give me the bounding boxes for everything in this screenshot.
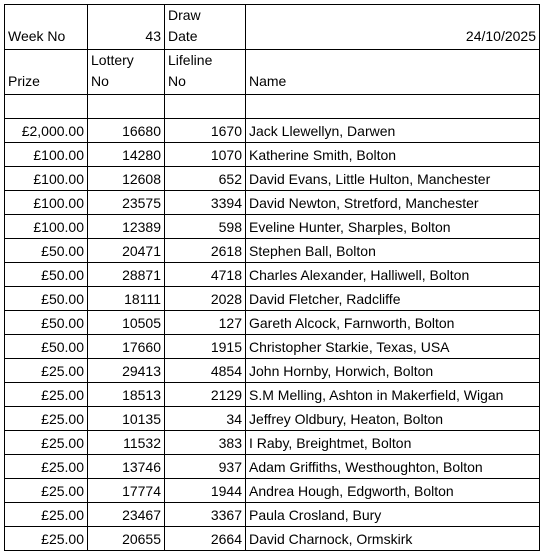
winner-name-cell[interactable]: Stephen Ball, Bolton: [246, 239, 540, 263]
winner-name-cell[interactable]: Katherine Smith, Bolton: [246, 143, 540, 167]
prize-cell[interactable]: £25.00: [5, 455, 88, 479]
lifeline-number-cell[interactable]: 3394: [165, 191, 246, 215]
lifeline-number-cell[interactable]: 1670: [165, 119, 246, 143]
lifeline-number-cell[interactable]: 2129: [165, 383, 246, 407]
table-row: [5, 479, 540, 503]
lifeline-number-cell[interactable]: 2028: [165, 287, 246, 311]
lifeline-header-line1: Lifeline: [168, 52, 213, 68]
lottery-header-line2: No: [91, 73, 109, 89]
lottery-number-cell[interactable]: 18111: [88, 287, 165, 311]
table-row: [5, 527, 540, 551]
week-header-row: [5, 5, 540, 50]
lifeline-number-cell[interactable]: 2664: [165, 527, 246, 551]
table-row: [5, 455, 540, 479]
blank-cell[interactable]: [246, 95, 540, 119]
prize-header-cell[interactable]: [5, 50, 88, 95]
winner-name-cell[interactable]: S.M Melling, Ashton in Makerfield, Wigan: [246, 383, 540, 407]
table-row: [5, 431, 540, 455]
table-row: [5, 239, 540, 263]
winner-name-cell[interactable]: Andrea Hough, Edgworth, Bolton: [246, 479, 540, 503]
lottery-number-cell[interactable]: 16680: [88, 119, 165, 143]
week-value: 43: [145, 28, 161, 44]
blank-cell[interactable]: [5, 95, 88, 119]
lottery-number-cell[interactable]: 23575: [88, 191, 165, 215]
blank-cell[interactable]: [88, 95, 165, 119]
prize-cell[interactable]: £50.00: [5, 335, 88, 359]
winner-name-cell[interactable]: David Newton, Stretford, Manchester: [246, 191, 540, 215]
lottery-number-cell[interactable]: 20655: [88, 527, 165, 551]
prize-cell[interactable]: £100.00: [5, 191, 88, 215]
blank-cell[interactable]: [165, 95, 246, 119]
winner-name-cell[interactable]: Paula Crosland, Bury: [246, 503, 540, 527]
winner-name-cell[interactable]: Gareth Alcock, Farnworth, Bolton: [246, 311, 540, 335]
lifeline-number-cell[interactable]: 34: [165, 407, 246, 431]
lottery-number-cell[interactable]: 12389: [88, 215, 165, 239]
lottery-number-cell[interactable]: 28871: [88, 263, 165, 287]
table-row: [5, 407, 540, 431]
lottery-results-table: [4, 4, 540, 551]
lottery-number-cell[interactable]: 10135: [88, 407, 165, 431]
winner-name-cell[interactable]: Jeffrey Oldbury, Heaton, Bolton: [246, 407, 540, 431]
winner-name-cell[interactable]: Charles Alexander, Halliwell, Bolton: [246, 263, 540, 287]
prize-cell[interactable]: £50.00: [5, 239, 88, 263]
table-row: [5, 167, 540, 191]
table-row: [5, 383, 540, 407]
lottery-number-cell[interactable]: 11532: [88, 431, 165, 455]
lottery-number-cell[interactable]: 23467: [88, 503, 165, 527]
prize-cell[interactable]: £2,000.00: [5, 119, 88, 143]
prize-cell[interactable]: £25.00: [5, 359, 88, 383]
lottery-number-cell[interactable]: 20471: [88, 239, 165, 263]
table-row: [5, 503, 540, 527]
week-value-cell[interactable]: [88, 5, 165, 50]
table-row: [5, 119, 540, 143]
winner-name-cell[interactable]: Christopher Starkie, Texas, USA: [246, 335, 540, 359]
winner-name-cell[interactable]: Jack Llewellyn, Darwen: [246, 119, 540, 143]
prize-cell[interactable]: £100.00: [5, 215, 88, 239]
lifeline-number-cell[interactable]: 383: [165, 431, 246, 455]
prize-cell[interactable]: £25.00: [5, 383, 88, 407]
draw-date-label-cell[interactable]: [165, 5, 246, 50]
table-row: [5, 143, 540, 167]
draw-label-line2: Date: [168, 28, 198, 44]
table-row: [5, 335, 540, 359]
prize-header: Prize: [8, 73, 40, 89]
lifeline-number-cell[interactable]: 3367: [165, 503, 246, 527]
table-row: [5, 215, 540, 239]
lifeline-number-cell[interactable]: 1070: [165, 143, 246, 167]
prize-cell[interactable]: £25.00: [5, 503, 88, 527]
lottery-number-cell[interactable]: 12608: [88, 167, 165, 191]
lifeline-number-cell[interactable]: 652: [165, 167, 246, 191]
draw-label-line1: Draw: [168, 7, 201, 23]
lottery-number-cell[interactable]: 29413: [88, 359, 165, 383]
winner-name-cell[interactable]: David Charnock, Ormskirk: [246, 527, 540, 551]
prize-cell[interactable]: £50.00: [5, 311, 88, 335]
winner-name-cell[interactable]: David Fletcher, Radcliffe: [246, 287, 540, 311]
draw-date-value: 24/10/2025: [465, 28, 536, 44]
lottery-number-cell[interactable]: 13746: [88, 455, 165, 479]
winner-name-cell[interactable]: I Raby, Breightmet, Bolton: [246, 431, 540, 455]
blank-row: [5, 95, 540, 119]
winner-name-cell[interactable]: Adam Griffiths, Westhoughton, Bolton: [246, 455, 540, 479]
winner-name-cell[interactable]: David Evans, Little Hulton, Manchester: [246, 167, 540, 191]
prize-cell[interactable]: £50.00: [5, 263, 88, 287]
lottery-number-cell[interactable]: 17774: [88, 479, 165, 503]
lottery-number-cell[interactable]: 10505: [88, 311, 165, 335]
prize-cell[interactable]: £25.00: [5, 527, 88, 551]
lottery-header-cell[interactable]: [88, 50, 165, 95]
lifeline-number-cell[interactable]: 1915: [165, 335, 246, 359]
prize-cell[interactable]: £25.00: [5, 479, 88, 503]
lifeline-number-cell[interactable]: 1944: [165, 479, 246, 503]
lifeline-header-line2: No: [168, 73, 186, 89]
table-row: [5, 191, 540, 215]
winner-name-cell[interactable]: Eveline Hunter, Sharples, Bolton: [246, 215, 540, 239]
name-header: Name: [249, 73, 287, 89]
column-header-row: [5, 50, 540, 95]
table-row: [5, 287, 540, 311]
winner-name-cell[interactable]: John Hornby, Horwich, Bolton: [246, 359, 540, 383]
prize-cell[interactable]: £100.00: [5, 167, 88, 191]
week-label: Week No: [8, 28, 66, 44]
lottery-header-line1: Lottery: [91, 52, 134, 68]
prize-cell[interactable]: £25.00: [5, 431, 88, 455]
draw-date-value-cell[interactable]: [246, 5, 540, 50]
lifeline-number-cell[interactable]: 2618: [165, 239, 246, 263]
name-header-cell[interactable]: [246, 50, 540, 95]
table-row: [5, 359, 540, 383]
table-row: [5, 311, 540, 335]
week-label-cell[interactable]: [5, 5, 88, 50]
lifeline-number-cell[interactable]: 598: [165, 215, 246, 239]
lifeline-number-cell[interactable]: 937: [165, 455, 246, 479]
lifeline-header-cell[interactable]: [165, 50, 246, 95]
lifeline-number-cell[interactable]: 4718: [165, 263, 246, 287]
lottery-number-cell[interactable]: 17660: [88, 335, 165, 359]
prize-cell[interactable]: £100.00: [5, 143, 88, 167]
lifeline-number-cell[interactable]: 4854: [165, 359, 246, 383]
table-row: [5, 263, 540, 287]
lottery-number-cell[interactable]: 14280: [88, 143, 165, 167]
lifeline-number-cell[interactable]: 127: [165, 311, 246, 335]
prize-cell[interactable]: £50.00: [5, 287, 88, 311]
prize-cell[interactable]: £25.00: [5, 407, 88, 431]
lottery-number-cell[interactable]: 18513: [88, 383, 165, 407]
